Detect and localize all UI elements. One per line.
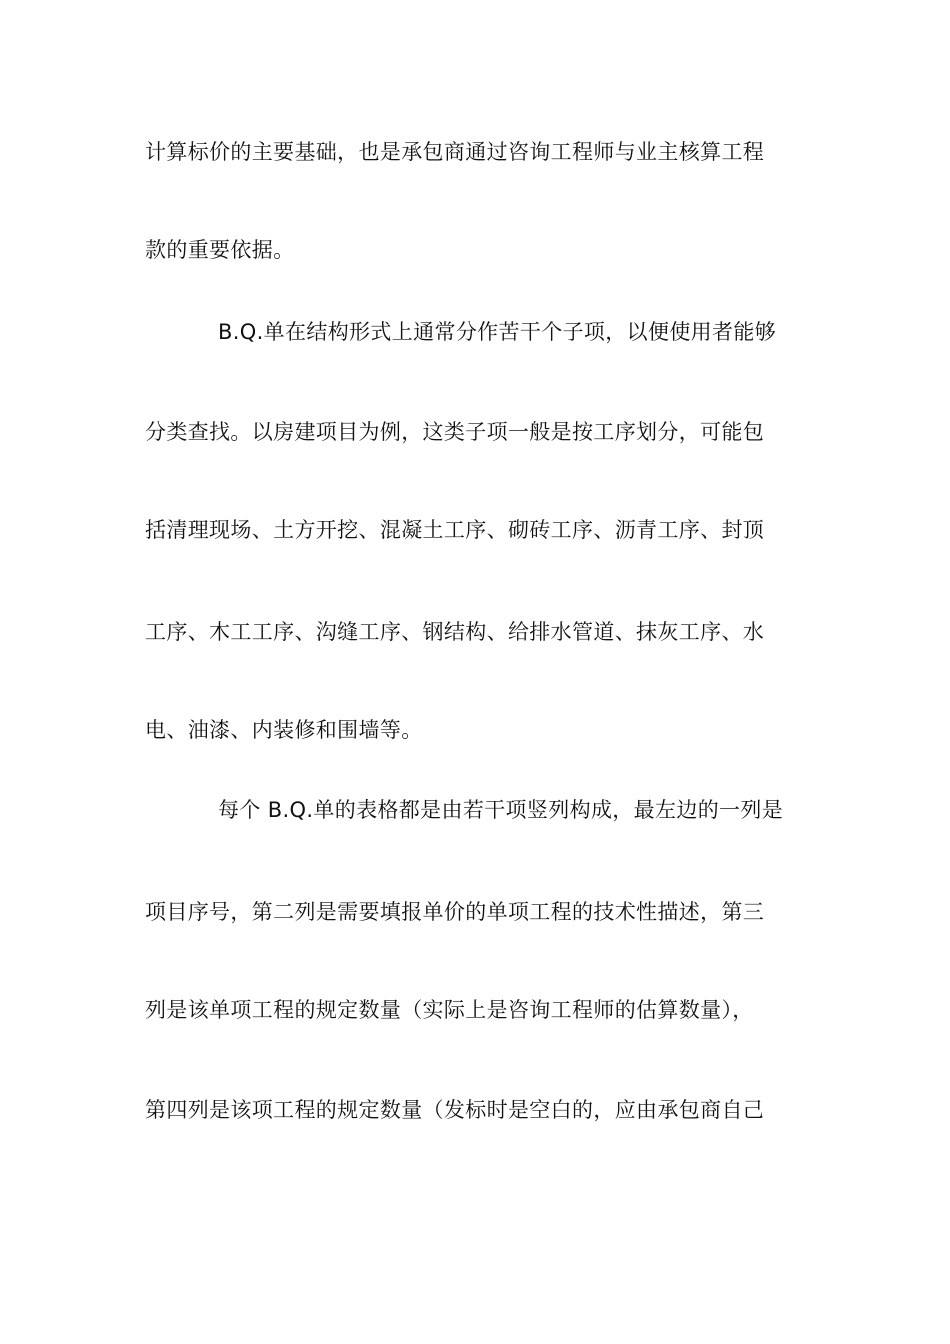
- text-line-9: 项目序号，第二列是需要填报单价的单项工程的技术性描述，第三: [145, 900, 765, 924]
- text-line-1: 计算标价的主要基础，也是承包商通过咨询工程师与业主核算工程: [145, 140, 765, 164]
- text-line-4: 分类查找。以房建项目为例，这类子项一般是按工序划分，可能包: [145, 420, 765, 444]
- text-line-7: 电、油漆、内装修和围墙等。: [145, 718, 423, 742]
- text-line-11: 第四列是该项工程的规定数量（发标时是空白的，应由承包商自己: [145, 1098, 765, 1122]
- text-line-10: 列是该单项工程的规定数量（实际上是咨询工程师的估算数量），: [145, 998, 754, 1022]
- text-line-2: 款的重要依据。: [145, 238, 295, 262]
- text-line-3: B.Q.单在结构形式上通常分作苦干个子项，以便使用者能够: [218, 320, 777, 344]
- text-line-5: 括清理现场、土方开挖、混凝土工序、砌砖工序、沥青工序、封顶: [145, 518, 765, 542]
- text-line-8: 每个 B.Q.单的表格都是由若干项竖列构成，最左边的一列是: [218, 798, 784, 822]
- text-line-6: 工序、木工工序、沟缝工序、钢结构、给排水管道、抹灰工序、水: [145, 620, 765, 644]
